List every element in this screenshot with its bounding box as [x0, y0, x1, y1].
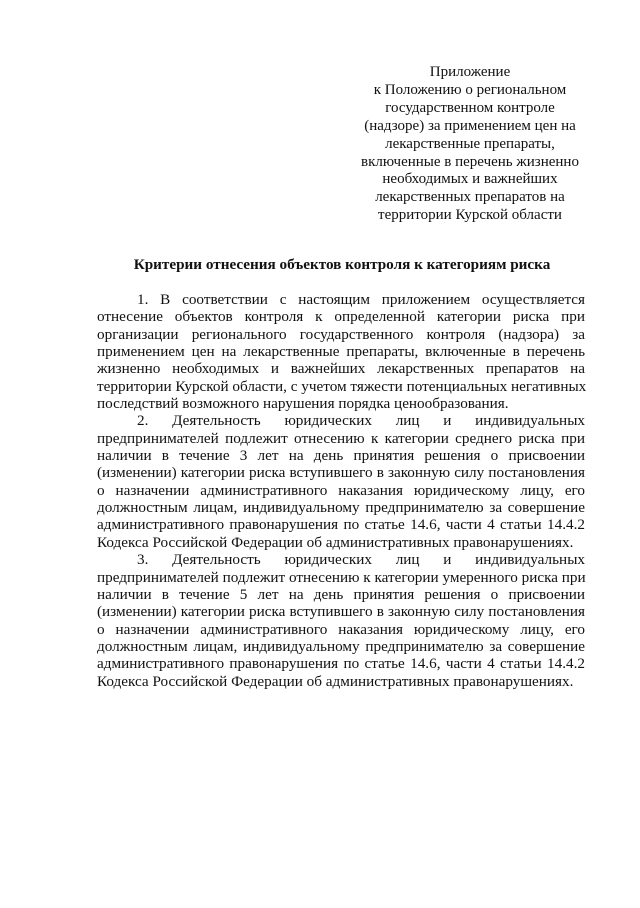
paragraph-line: последствий возможного нарушения порядка ценообразования. — [97, 395, 509, 413]
paragraph-line: жизненно необходимых и важнейших лекарственных препаратов на — [97, 360, 585, 378]
paragraph-line: организации регионального государственного контроля (надзора) за — [97, 325, 585, 343]
paragraph-line: административного правонарушения по статье 14.6, части 4 статьи 14.4.2 — [97, 516, 585, 534]
paragraph-line: территории Курской области, с учетом тяжести потенциальных негативных — [97, 377, 587, 395]
paragraph-line: о назначении административного наказания юридическому лицу, его — [97, 481, 585, 499]
paragraph-line: 1. В соответствии с настоящим приложением осуществляется — [137, 291, 585, 308]
appendix-line: государственном контроле — [385, 99, 555, 116]
paragraph-2 — [97, 412, 585, 551]
appendix-line: к Положению о региональном — [373, 81, 567, 98]
paragraph-line: 3. Деятельность юридических лиц и индивидуальных — [137, 551, 585, 569]
paragraph-line: отнесение объектов контроля к определенной категории риска при — [97, 308, 585, 326]
paragraph-line: предпринимателей подлежит отнесению к категории среднего риска при — [97, 429, 585, 447]
paragraph-line: должностным лицам, индивидуальному предпринимателю за совершение — [97, 499, 585, 517]
appendix-line: лекарственные препараты, — [385, 135, 555, 152]
paragraph-line: применением цен на лекарственные препараты, включенные в перечень — [97, 343, 585, 361]
paragraph-line: о назначении административного наказания юридическому лицу, его — [97, 620, 585, 638]
paragraph-line: (изменении) категории риска вступившего в законную силу постановления — [97, 464, 585, 482]
appendix-line: Приложение — [429, 64, 511, 80]
paragraph-line: (изменении) категории риска вступившего в законную силу постановления — [97, 603, 585, 621]
document-body — [97, 291, 585, 690]
paragraph-3 — [97, 551, 585, 690]
document-title: Критерии отнесения объектов контроля к категориям риска — [133, 256, 551, 273]
appendix-line: лекарственных препаратов на — [375, 189, 565, 206]
appendix-line: (надзоре) за применением цен на — [364, 117, 576, 134]
paragraph-line: Кодекса Российской Федерации об административных правонарушениях. — [97, 672, 574, 690]
paragraph-line: должностным лицам, индивидуальному предпринимателю за совершение — [97, 637, 585, 655]
paragraph-line: Кодекса Российской Федерации об административных правонарушениях. — [97, 533, 574, 551]
paragraph-1 — [97, 291, 585, 412]
appendix-line: включенные в перечень жизненно — [361, 153, 579, 170]
paragraph-line: наличии в течение 3 лет на день принятия решения о присвоении — [97, 447, 585, 465]
appendix-header — [350, 64, 590, 225]
appendix-line: необходимых и важнейших — [382, 171, 558, 188]
paragraph-line: административного правонарушения по статье 14.6, части 4 статьи 14.4.2 — [97, 655, 585, 673]
paragraph-line: наличии в течение 5 лет на день принятия решения о присвоении — [97, 585, 585, 603]
appendix-line: территории Курской области — [378, 207, 562, 224]
paragraph-line: 2. Деятельность юридических лиц и индивидуальных — [137, 412, 585, 430]
paragraph-line: предпринимателей подлежит отнесению к категории умеренного риска при — [97, 568, 586, 586]
